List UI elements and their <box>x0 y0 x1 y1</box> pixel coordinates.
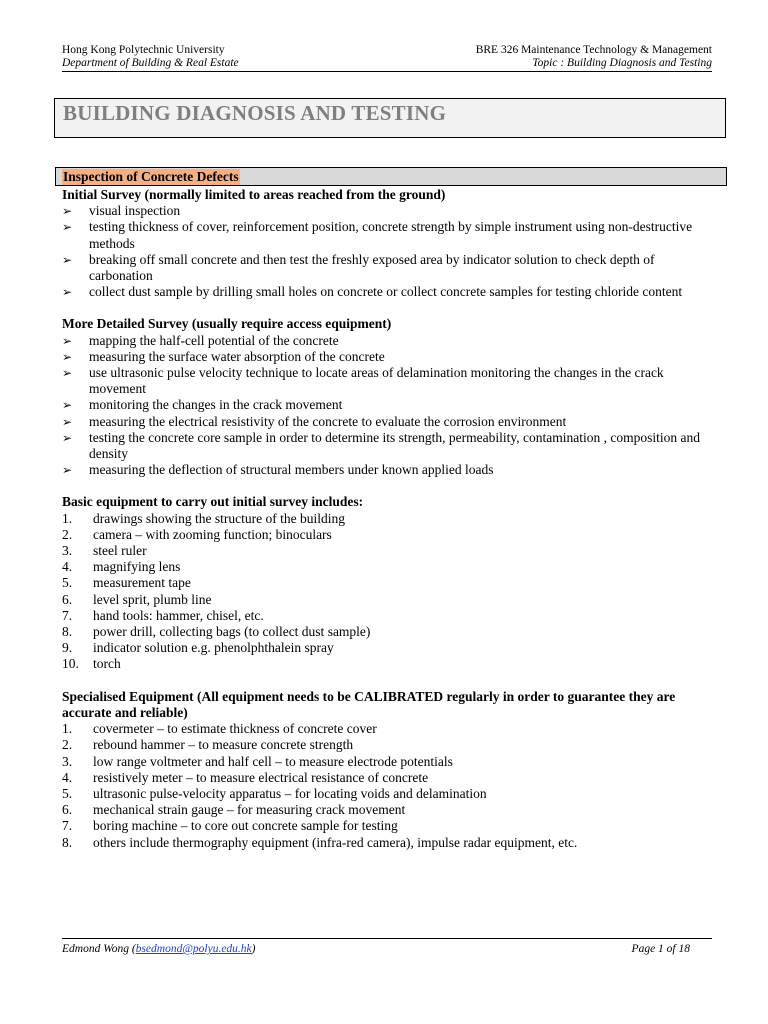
list-item-text: testing thickness of cover, reinforcement position, concrete strength by simple instrument using non-destructive methods <box>89 219 693 251</box>
list-item <box>62 608 718 624</box>
arrow-bullet-icon: ➢ <box>62 333 73 348</box>
list-item <box>62 462 718 478</box>
page-number: Page 1 of 18 <box>631 943 690 955</box>
list-item-text: use ultrasonic pulse velocity technique to locate areas of delamination monitoring the changes in the crack movement <box>89 365 664 397</box>
list-item <box>62 835 718 851</box>
arrow-bullet-icon: ➢ <box>62 220 73 235</box>
list-item <box>62 219 718 251</box>
list-item <box>62 284 718 300</box>
list-item <box>62 656 718 672</box>
arrow-bullet-icon: ➢ <box>62 285 73 300</box>
item-number: 1. <box>62 721 73 737</box>
list-item <box>62 365 718 397</box>
list-item-text: steel ruler <box>93 543 147 559</box>
basic-equipment-list <box>62 511 718 673</box>
list-item <box>62 543 718 559</box>
detailed-survey-heading: More Detailed Survey (usually require access equipment) <box>62 316 392 332</box>
arrow-bullet-icon: ➢ <box>62 366 73 381</box>
list-item-text: boring machine – to core out concrete sample for testing <box>93 818 398 834</box>
specialised-equipment-heading: Specialised Equipment (All equipment needs to be CALIBRATED regularly in order to guarantee they are accurate and reliable) <box>62 688 676 720</box>
list-item-text: low range voltmeter and half cell – to measure electrode potentials <box>93 753 453 769</box>
page-header-line-1 <box>62 43 712 57</box>
specialised-equipment-list <box>62 721 718 851</box>
topic-name: Topic : Building Diagnosis and Testing <box>532 57 712 69</box>
list-item <box>62 252 718 284</box>
document-body <box>62 187 718 851</box>
list-item-text: measurement tape <box>93 575 191 591</box>
list-item-text: testing the concrete core sample in order to determine its strength, permeability, contamination , composition and density <box>89 429 700 462</box>
arrow-bullet-icon: ➢ <box>62 349 73 364</box>
list-item-text: power drill, collecting bags (to collect dust sample) <box>93 624 371 640</box>
item-number: 7. <box>62 607 73 623</box>
basic-equipment-heading: Basic equipment to carry out initial survey includes: <box>62 494 364 510</box>
author-email-link[interactable]: bsedmond@polyu.edu.hk <box>135 943 252 955</box>
item-number: 9. <box>62 640 73 656</box>
footer-author <box>62 942 256 956</box>
list-item <box>62 624 718 640</box>
list-item-text: measuring the surface water absorption of the concrete <box>89 348 385 364</box>
section-title: Inspection of Concrete Defects <box>63 169 239 184</box>
list-item <box>62 592 718 608</box>
list-item <box>62 333 718 349</box>
list-item <box>62 802 718 818</box>
item-number: 10. <box>62 656 79 672</box>
list-item-text: mechanical strain gauge – for measuring crack movement <box>93 802 406 818</box>
arrow-bullet-icon: ➢ <box>62 414 73 429</box>
list-item-text: torch <box>93 656 121 672</box>
list-item <box>62 397 718 413</box>
university-name: Hong Kong Polytechnic University <box>62 44 225 56</box>
item-number: 4. <box>62 769 73 785</box>
item-number: 8. <box>62 624 73 640</box>
list-item <box>62 414 718 430</box>
list-item-text: ultrasonic pulse-velocity apparatus – for locating voids and delamination <box>93 785 487 801</box>
item-number: 5. <box>62 575 73 591</box>
page-header-line-2 <box>62 56 712 72</box>
list-item <box>62 770 718 786</box>
list-item-text: visual inspection <box>89 203 181 219</box>
list-item-text: resistively meter – to measure electrical resistance of concrete <box>93 769 429 785</box>
title-box <box>54 98 726 138</box>
arrow-bullet-icon: ➢ <box>62 252 73 267</box>
list-item-text: collect dust sample by drilling small holes on concrete or collect concrete samples for testing chloride content <box>89 284 683 300</box>
list-item <box>62 754 718 770</box>
list-item-text: indicator solution e.g. phenolphthalein spray <box>93 640 334 656</box>
section-bar <box>55 167 727 186</box>
arrow-bullet-icon: ➢ <box>62 463 73 478</box>
list-item <box>62 818 718 834</box>
list-item <box>62 203 718 219</box>
list-item-text: measuring the deflection of structural members under known applied loads <box>89 462 494 478</box>
list-item-text: covermeter – to estimate thickness of concrete cover <box>93 721 377 737</box>
list-item <box>62 640 718 656</box>
detailed-survey-list <box>62 333 718 479</box>
list-item-text: level sprit, plumb line <box>93 591 212 607</box>
course-code: BRE 326 Maintenance Technology & Management <box>475 44 712 56</box>
list-item-text: magnifying lens <box>93 559 181 575</box>
list-item-text: hand tools: hammer, chisel, etc. <box>93 607 264 623</box>
list-item-text: breaking off small concrete and then test the freshly exposed area by indicator solution to check depth of carbonation <box>89 251 655 284</box>
item-number: 2. <box>62 737 73 753</box>
list-item <box>62 575 718 591</box>
list-item-text: rebound hammer – to measure concrete strength <box>93 737 354 753</box>
list-item <box>62 559 718 575</box>
list-item-text: monitoring the changes in the crack movement <box>89 397 343 413</box>
item-number: 5. <box>62 785 73 801</box>
department-name: Department of Building & Real Estate <box>62 57 239 69</box>
arrow-bullet-icon: ➢ <box>62 204 73 219</box>
item-number: 6. <box>62 591 73 607</box>
page-title: BUILDING DIAGNOSIS AND TESTING <box>63 101 447 125</box>
item-number: 4. <box>62 559 73 575</box>
list-item <box>62 430 718 462</box>
item-number: 3. <box>62 543 73 559</box>
arrow-bullet-icon: ➢ <box>62 430 73 445</box>
author-name: Edmond Wong ( <box>62 943 136 955</box>
item-number: 2. <box>62 526 73 542</box>
list-item <box>62 527 718 543</box>
author-close: ) <box>251 943 256 955</box>
initial-survey-list <box>62 203 718 300</box>
item-number: 3. <box>62 753 73 769</box>
item-number: 8. <box>62 834 73 850</box>
list-item-text: mapping the half-cell potential of the concrete <box>89 332 339 348</box>
list-item <box>62 349 718 365</box>
list-item <box>62 721 718 737</box>
list-item-text: others include thermography equipment (infra-red camera), impulse radar equipment, etc. <box>93 834 578 850</box>
item-number: 6. <box>62 802 73 818</box>
list-item-text: drawings showing the structure of the building <box>93 510 345 526</box>
item-number: 1. <box>62 510 73 526</box>
list-item <box>62 737 718 753</box>
list-item <box>62 511 718 527</box>
arrow-bullet-icon: ➢ <box>62 398 73 413</box>
list-item-text: camera – with zooming function; binoculars <box>93 526 332 542</box>
initial-survey-heading: Initial Survey (normally limited to areas reached from the ground) <box>62 187 446 202</box>
list-item-text: measuring the electrical resistivity of the concrete to evaluate the corrosion environment <box>89 413 567 429</box>
list-item <box>62 786 718 802</box>
item-number: 7. <box>62 818 73 834</box>
page-footer <box>62 938 712 956</box>
